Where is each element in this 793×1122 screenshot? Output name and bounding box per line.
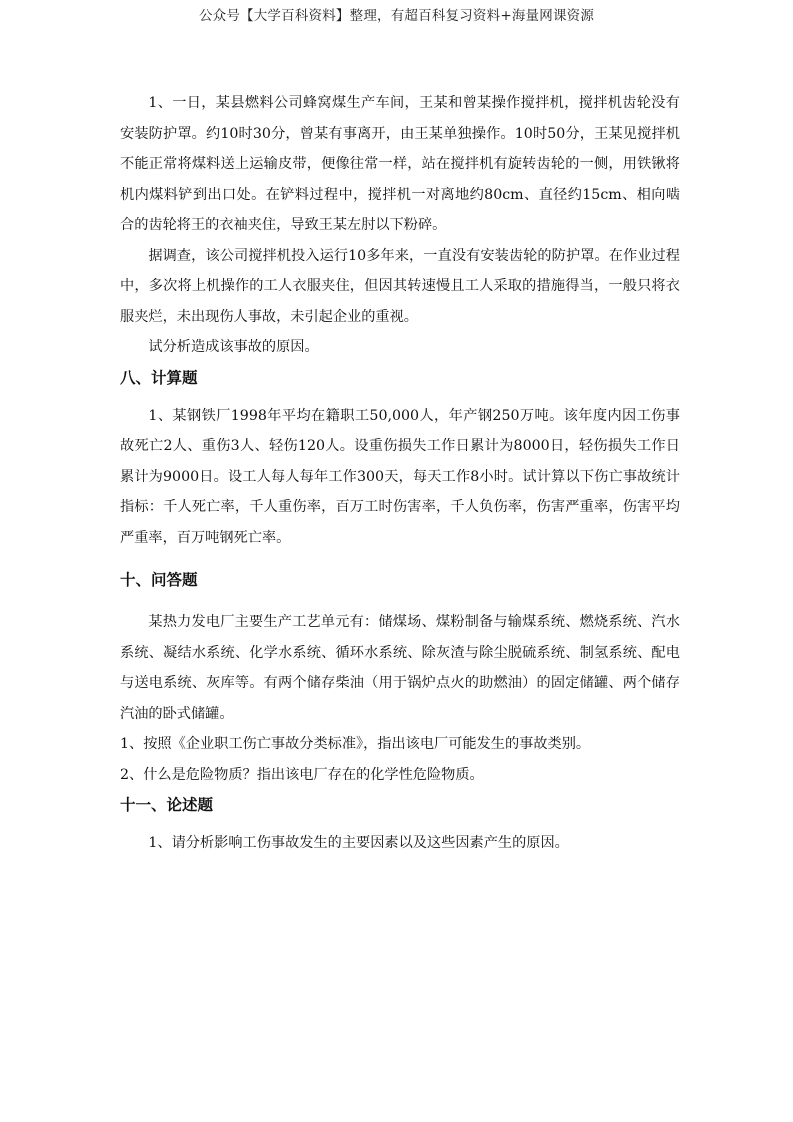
spacer [120, 393, 680, 401]
section-10-title: 十、问答题 [120, 571, 198, 589]
spacer [120, 820, 680, 828]
spacer [120, 595, 680, 607]
section-8-title: 八、计算题 [120, 368, 198, 387]
page-header: 公众号【大学百科资料】整理，有超百科复习资料+海量网课资源 [198, 8, 595, 24]
case-paragraph-2: 据调查，该公司搅拌机投入运行10多年来，一直没有安装齿轮的防护罩。在作业过程中，多次将上机操作的工人衣服夹住，但因其转速慢且工人采取的措施得当，一般只将衣服夹烂，未出现伤人事故，未引起企业的重视。 [120, 247, 680, 325]
case-paragraph-1: 1、一日，某县燃料公司蜂窝煤生产车间，王某和曾某操作搅拌机，搅拌机齿轮没有安装防护罩。约10时30分，曾某有事离开，由王某单独操作。10时50分，王某见搅拌机不能正常将煤料送上运输皮带，便像往常一样，站在搅拌机有旋转齿轮的一侧，用铁锹将机内煤料铲到出口处。在铲料过程中，搅拌机一对离地约80cm、直径约15cm、相向啮合的齿轮将王的衣袖夹住，导致王某左肘以下粉碎。 [120, 95, 680, 233]
case-question: 试分析造成该事故的原因。 [148, 339, 319, 355]
section-11-question-1: 1、请分析影响工伤事故发生的主要因素以及这些因素产生的原因。 [148, 835, 569, 851]
section-8-question-1: 1、某钢铁厂1998年平均在籍职工50,000人，年产钢250万吨。该年度内因工伤事故死亡2人、重伤3人、轻伤120人。设重伤损失工作日累计为8000日，轻伤损失工作日累计为9000日。设工人每人每年工作300天，每天工作8小时。试计算以下伤亡事故统计指标：千人死亡率，千人重伤率，百万工时伤害率，千人负伤率，伤害严重率，伤害平均严重率，百万吨钢死亡率。 [120, 407, 680, 546]
section-10-question-2: 2、什么是危险物质？指出该电厂存在的化学性危险物质。 [120, 766, 484, 783]
section-10-question-1: 1、按照《企业职工伤亡事故分类标准》，指出该电厂可能发生的事故类别。 [120, 736, 591, 752]
spacer [120, 553, 680, 565]
document-body [120, 88, 680, 859]
section-11-title: 十一、论述题 [120, 796, 214, 814]
section-10-intro: 某热力发电厂主要生产工艺单元有：储煤场、煤粉制备与输煤系统、燃烧系统、汽水系统、凝结水系统、化学水系统、循环水系统、除灰渣与除尘脱硫系统、制氢系统、配电与送电系统、灰库等。有两个储存柴油（用于锅炉点火的助燃油）的固定储罐、两个储存汽油的卧式储罐。 [120, 614, 680, 722]
